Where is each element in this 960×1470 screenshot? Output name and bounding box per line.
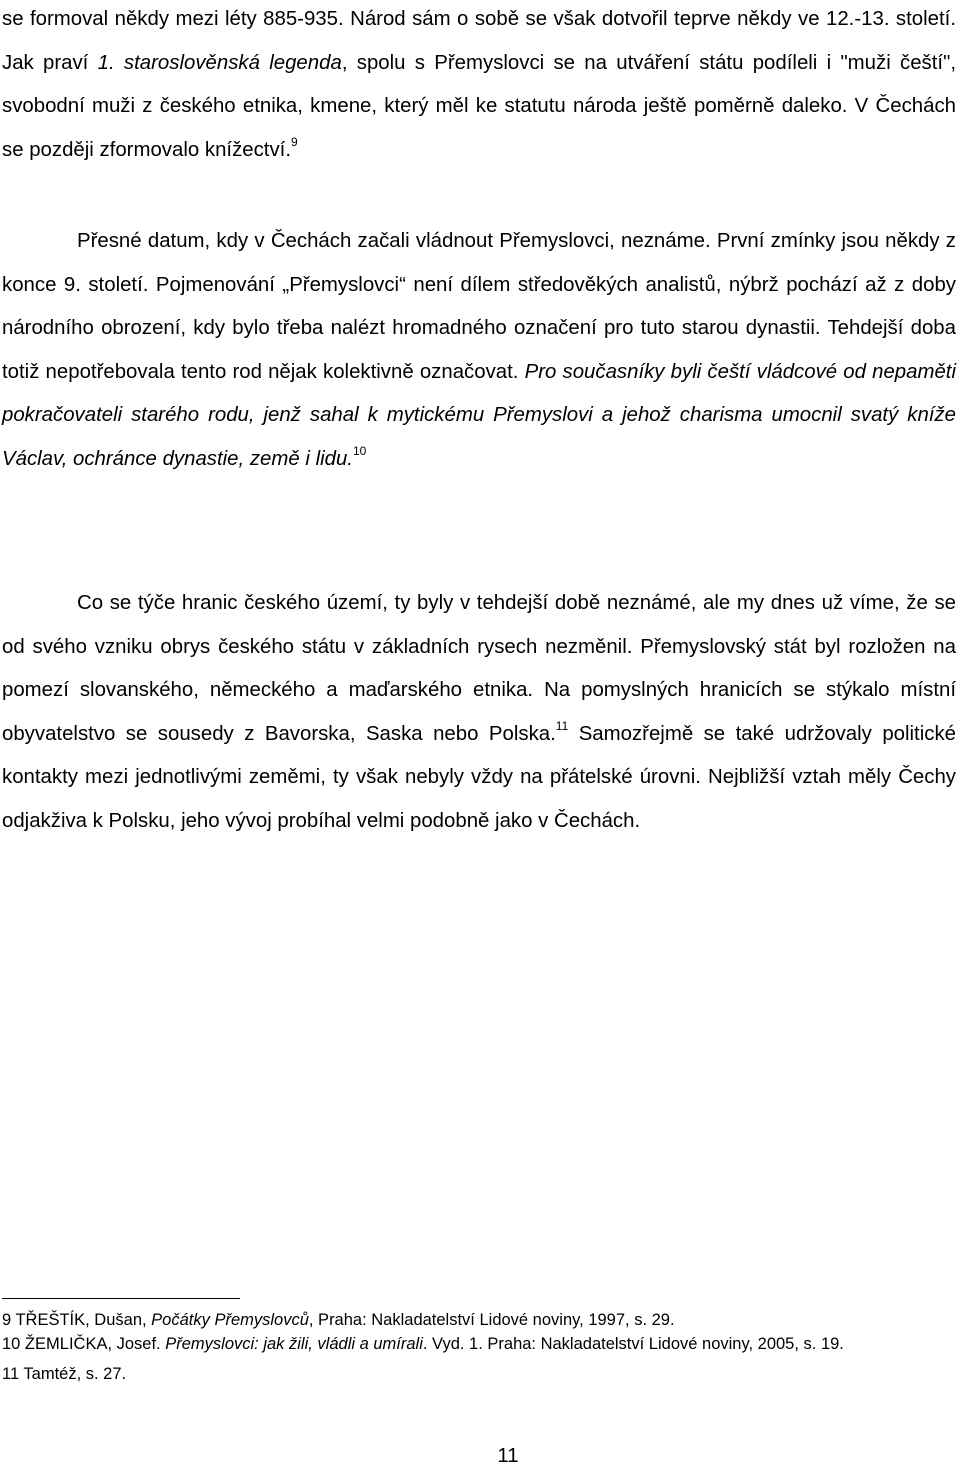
- footnote-separator: [2, 1298, 240, 1299]
- paragraph-1-italic: 1. staroslověnská legenda: [97, 51, 342, 74]
- paragraph-3-text: Co se týče hranic českého území, ty byly v tehdejší době neznámé, ale my dnes už víme, že se od svého vzniku obrys českého státu v základních rysech nezměnil. Přemyslovský stát byl rozložen na pomezí slovanského, německého a maďarského etnika. Na pomyslných hranicích se stýkalo místní obyvatelstvo se sousedy z Bavorska, Saska nebo Polska.: [2, 592, 956, 745]
- footnote-10-text: 10 ŽEMLIČKA, Josef.: [2, 1335, 166, 1353]
- footnotes: [2, 1308, 922, 1386]
- footnote-ref-10[interactable]: 10: [352, 443, 367, 458]
- paragraph-2-text: Přesné datum, kdy v Čechách začali vládnout Přemyslovci, neznáme. První zmínky jsou někdy z konce 9. století. Pojmenování „Přemyslovci“ není dílem středověkých analistů, nýbrž pochází až z doby národního obrození, kdy bylo třeba nalézt hromadného označení pro tuto starou dynastii. Tehdejší doba totiž nepotřebovala tento rod nějak kolektivně označovat.: [2, 230, 956, 383]
- paragraph-2-italic: Pro současníky byli čeští vládcové od nepaměti pokračovateli starého rodu, jenž sahal k mytickému Přemyslovi a jehož charisma umocnil svatý kníže Václav, ochránce dynastie, země i lidu.: [2, 360, 956, 470]
- page-number: 11: [497, 1445, 519, 1467]
- footnote-9: [2, 1308, 922, 1332]
- footnote-9-text: 9 TŘEŠTÍK, Dušan,: [2, 1311, 152, 1329]
- paragraph-3-text-2: Samozřejmě se také udržovaly politické kontakty mezi jednotlivými zeměmi, ty však nebyly vždy na přátelské úrovni. Nejbližší vztah měly Čechy odjakživa k Polsku, jeho vývoj probíhal velmi podobně jako v Čechách.: [2, 722, 956, 832]
- footnote-11: [2, 1362, 922, 1386]
- footnote-10-title: Přemyslovci: jak žili, vládli a umírali: [165, 1335, 423, 1353]
- footnote-9-title: Počátky Přemyslovců: [151, 1311, 309, 1329]
- footnote-ref-11[interactable]: 11: [555, 718, 569, 733]
- footnote-9-text-2: , Praha: Nakladatelství Lidové noviny, 1997, s. 29.: [308, 1311, 675, 1329]
- paragraph-1: [2, 0, 956, 172]
- paragraph-1-text: se formoval někdy mezi léty 885-935. Národ sám o sobě se však dotvořil teprve někdy ve 12.-13. století. Jak praví: [2, 8, 956, 74]
- paragraph-2: [2, 220, 956, 482]
- footnote-ref-9[interactable]: 9: [291, 134, 298, 149]
- paragraph-3: [2, 582, 956, 844]
- footnote-10-text-2: . Vyd. 1. Praha: Nakladatelství Lidové noviny, 2005, s. 19.: [422, 1335, 844, 1353]
- paragraph-1-text-2: , spolu s Přemyslovci se na utváření státu podíleli i "muži čeští", svobodní muži z českého etnika, kmene, který měl ke statutu národa ještě poměrně daleko. V Čechách se později zformovalo knížectví.: [2, 51, 956, 161]
- footnote-10: [2, 1332, 922, 1356]
- footnote-11-text: 11 Tamtéž, s. 27.: [2, 1365, 127, 1383]
